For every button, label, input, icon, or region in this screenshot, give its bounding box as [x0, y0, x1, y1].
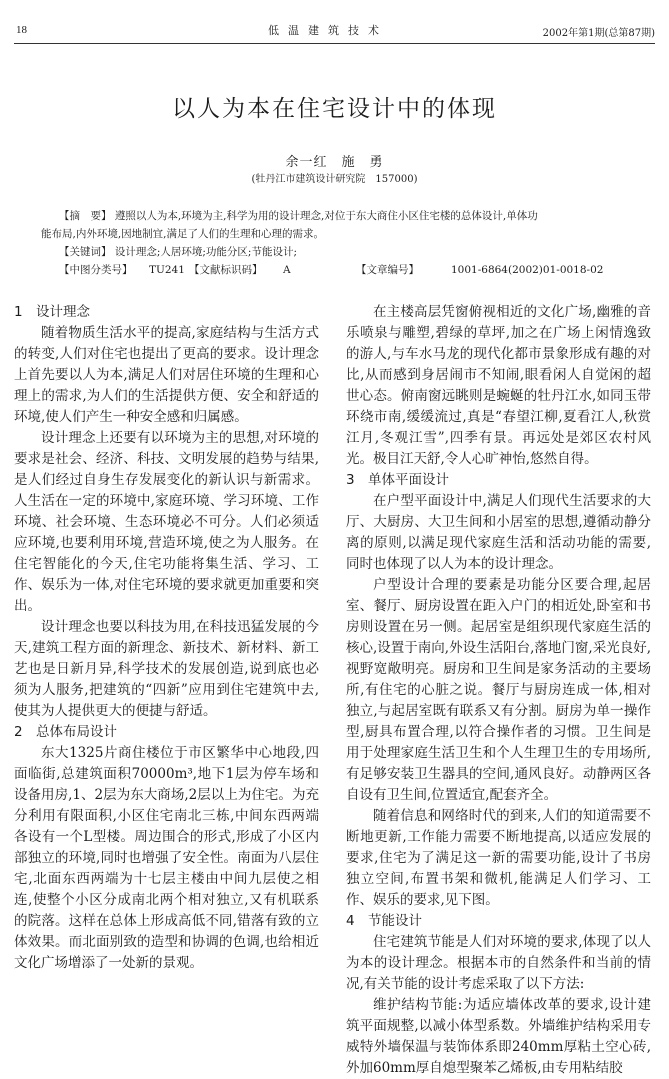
- article-no-value: 1001-6864(2002)01-0018-02: [451, 264, 604, 276]
- abstract-line-1: [41, 207, 633, 225]
- paragraph: 设计理念上还要有以环境为主的思想,对环境的要求是社会、经济、科技、文明发展的趋势与结果,是人们经过自身生存发展变化的新认识与新需求。人生活在一定的环境中,家庭环境、学习环境、工作环境、社会环境、生态环境必不可分。人们必须适应环境,也要利用环境,营造环境,使之为人服务。在住宅智能化的今天,住宅功能将集生活、学习、工作、娱乐为一体,对住宅环境的要求就更加重要和突出。: [14, 430, 319, 614]
- abstract-block: [41, 207, 633, 279]
- abstract-text-2: 能布局,内外环境,因地制宜,满足了人们的生理和心理的需求。: [41, 228, 325, 240]
- section-heading: [346, 470, 651, 491]
- doc-label: 【文献标识码】: [189, 264, 263, 276]
- section-heading: [14, 722, 319, 743]
- classification-line: [41, 261, 633, 279]
- section-number: 3: [346, 472, 355, 488]
- paragraph: 维护结构节能:为适应墙体改革的要求,设计建筑平面规整,以减小体型系数。外墙维护结构采用专威特外墙保温与装饰体系即240mm厚粘土空心砖,外加60mm厚自熄型聚苯乙烯板,由专用粘结胶: [346, 997, 651, 1076]
- section-title: 总体布局设计: [36, 724, 117, 740]
- abstract-label: 【摘 要】: [59, 210, 112, 222]
- issue-info: 2002年第1期(总第87期): [542, 28, 655, 39]
- paragraph: 随着信息和网络时代的到来,人们的知道需要不断地更新,工作能力需要不断地提高,以适应发展的要求,住宅为了满足这一新的需要功能,设计了书房独立空间,布置书架和微机,能满足人们学习、工作、娱乐的要求,见下图。: [346, 808, 651, 908]
- journal-name: 低温建筑技术: [268, 24, 388, 37]
- paragraph: 在主楼高层凭窗俯视相近的文化广场,幽雅的音乐喷泉与雕塑,碧绿的草坪,加之在广场上闲情逸致的游人,与车水马龙的现代化都市景象形成有趣的对比,从而感到身居闹市不知闹,眼看闲人自觉闲的超世心态。俯南窗远眺则是蜿蜒的牡丹江水,如同玉带环绕市南,缓缓流过,真是“春望江柳,夏看江人,秋赏江月,冬观江雪”,四季有景。再远处是郊区农村风光。极目江天舒,令人心旷神怡,悠然自得。: [346, 304, 651, 467]
- keywords-line: [41, 243, 633, 261]
- column-left: [14, 302, 319, 974]
- section-heading: [14, 302, 319, 323]
- paragraph: 设计理念也要以科技为用,在科技迅猛发展的今天,建筑工程方面的新理念、新技术、新材料、新工艺也是日新月异,科学技术的发展创造,说到底也必须为人服务,把建筑的“四新”应用到住宅建筑中去,使其为人提供更大的便捷与舒适。: [14, 619, 319, 719]
- keywords-text: 设计理念;人居环境;功能分区;节能设计;: [114, 246, 297, 258]
- paragraph: 在户型平面设计中,满足人们现代生活要求的大厅、大厨房、大卫生间和小居室的思想,遵循动静分离的原则,以满足现代家庭生活和活动功能的需要,同时也体现了以人为本的设计理念。: [346, 493, 651, 572]
- section-number: 1: [14, 304, 23, 320]
- article-no-label: 【文章编号】: [356, 264, 419, 276]
- section-title: 单体平面设计: [368, 472, 449, 488]
- page-number: 18: [16, 24, 27, 36]
- authors: 余一红 施 勇: [285, 155, 384, 170]
- header-rule: [14, 43, 655, 44]
- abstract-text-1: 遵照以人为本,环境为主,科学为用的设计理念,对位于东大商住小区住宅楼的总体设计,单体功: [114, 210, 538, 222]
- section-number: 4: [346, 913, 355, 929]
- paragraph: 东大1325片商住楼位于市区繁华中心地段,四面临街,总建筑面积70000m³,地下1层为停车场和设备用房,1、2层为东大商场,2层以上为住宅。为充分利用有限面积,小区住宅南北三栋,中间东西两端各设有一个L型楼。周边围合的形式,形成了小区内部独立的环境,同时也增强了安全性。南面为八层住宅,北面东西两端为十七层主楼由中间九层使之相连,使整个小区分成南北两个相对独立,又有机联系的院落。这样在总体上形成高低不同,错落有致的立体效果。而北面别致的造型和协调的色调,也给相近文化广场增添了一处新的景观。: [14, 745, 319, 971]
- paragraph: 住宅建筑节能是人们对环境的要求,体现了以人为本的设计理念。根据本市的自然条件和当前的情况,有关节能的设计考虑采取了以下方法:: [346, 934, 651, 992]
- section-title: 设计理念: [36, 304, 90, 320]
- paragraph: 户型设计合理的要素是功能分区要合理,起居室、餐厅、厨房设置在距入户门的相近处,卧室和书房则设置在另一侧。起居室是组织现代家庭生活的核心,设置于南向,外设生活阳台,落地门窗,采光良好,视野宽敞明亮。厨房和卫生间是家务活动的主要场所,有住宅的心脏之说。餐厅与厨房连成一体,相对独立,与起居室既有联系又有分割。厨房为单一操作型,厨具布置合理,以符合操作者的习惯。卫生间是用于处理家庭生活卫生和个人生理卫生的专用场所,有足够安装卫生器具的空间,通风良好。动静两区各自设有卫生间,位置适宜,配套齐全。: [346, 577, 651, 803]
- paragraph: 随着物质生活水平的提高,家庭结构与生活方式的转变,人们对住宅也提出了更高的要求。设计理念上首先要以人为本,满足人们对居住环境的生理和心理上的需求,为人们的生活提供方便、安全和舒适的环境,使人们产生一种安全感和归属感。: [14, 325, 319, 425]
- section-number: 2: [14, 724, 23, 740]
- running-header: [16, 22, 655, 42]
- keywords-label: 【关键词】: [59, 246, 112, 258]
- clc-value: TU241: [149, 264, 185, 276]
- column-right: [346, 302, 651, 1079]
- section-title: 节能设计: [368, 913, 422, 929]
- doc-value: A: [283, 264, 291, 276]
- clc-label: 【中图分类号】: [59, 264, 133, 276]
- article-title: 以人为本在住宅设计中的体现: [172, 96, 497, 122]
- section-heading: [346, 911, 651, 932]
- affiliation: (牡丹江市建筑设计研究院 157000): [251, 174, 418, 185]
